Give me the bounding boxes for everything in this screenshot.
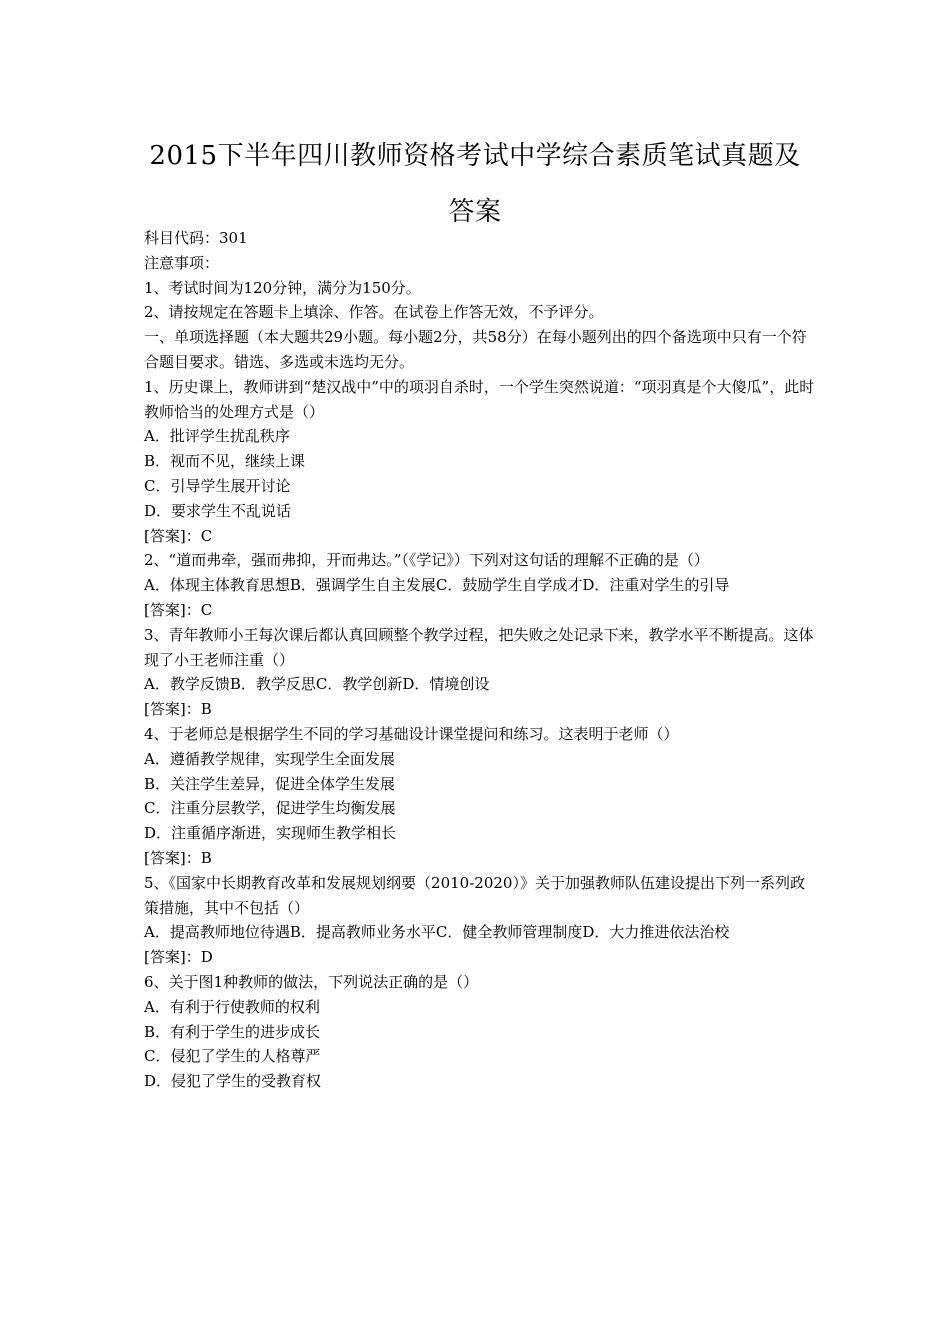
document-line: [答案]：B <box>144 700 212 719</box>
document-line: 2、“道而弗牵，强而弗抑，开而弗达。”（《学记》）下列对这句话的理解不正确的是（） <box>144 551 709 570</box>
document-line: B．有利于学生的进步成长 <box>144 1022 321 1041</box>
document-line: 4、于老师总是根据学生不同的学习基础设计课堂提问和练习。这表明于老师（） <box>144 724 679 743</box>
document-line: A．提高教师地位待遇B．提高教师业务水平C．健全教师管理制度D．大力推进依法治校 <box>144 923 730 942</box>
document-line: D．要求学生不乱说话 <box>144 501 292 520</box>
document-line: 3、青年教师小王每次课后都认真回顾整个教学过程，把失败之处记录下来，教学水平不断提高。这体现了小王老师注重（） <box>144 625 814 669</box>
document-line: A．体现主体教育思想B．强调学生自主发展C．鼓励学生自学成才D．注重对学生的引导 <box>144 576 730 595</box>
document-line: 1、考试时间为120分钟，满分为150分。 <box>144 278 421 297</box>
document-line: [答案]：C <box>144 600 213 619</box>
document-line: 1、历史课上，教师讲到“楚汉战中”中的项羽自杀时，一个学生突然说道：“项羽真是个大傻瓜”，此时教师恰当的处理方式是（） <box>144 377 815 421</box>
document-line: [答案]：C <box>144 526 213 545</box>
document-line: [答案]：D <box>144 948 213 967</box>
document-line: 科目代码：301 <box>144 229 248 247</box>
document-body <box>144 226 816 1094</box>
document-line: A．教学反馈B．教学反思C．教学创新D．情境创设 <box>144 675 490 694</box>
document-line: 一、单项选择题（本大题共29小题。每小题2分，共58分）在每小题列出的四个备选项中只有一个符合题目要求。错选、多选或未选均无分。 <box>144 328 807 371</box>
document-line: A．遵循教学规律，实现学生全面发展 <box>144 749 395 768</box>
document-line: B．视而不见，继续上课 <box>144 452 306 471</box>
document-line: D．注重循序渐进，实现师生教学相长 <box>144 824 397 843</box>
document-line: A．批评学生扰乱秩序 <box>144 427 290 446</box>
document-line: 2、请按规定在答题卡上填涂、作答。在试卷上作答无效，不予评分。 <box>144 303 604 322</box>
document-line: B．关注学生差异，促进全体学生发展 <box>144 774 396 793</box>
document-line: A．有利于行使教师的权利 <box>144 997 320 1016</box>
document-line: 5、《国家中长期教育改革和发展规划纲要（2010-2020）》关于加强教师队伍建设提出下列一系列政策措施，其中不包括（） <box>144 873 805 917</box>
document-line: C．侵犯了学生的人格尊严 <box>144 1047 321 1066</box>
document-title: 2015下半年四川教师资格考试中学综合素质笔试真题及答案 <box>149 141 801 227</box>
document-line: 注意事项： <box>144 253 220 272</box>
document-line: C．注重分层教学，促进学生均衡发展 <box>144 799 396 818</box>
document-line: D．侵犯了学生的受教育权 <box>144 1072 322 1091</box>
document-line: C．引导学生展开讨论 <box>144 476 291 495</box>
document-line: [答案]：B <box>144 848 212 867</box>
document-line: 6、关于图1种教师的做法，下列说法正确的是（） <box>144 972 479 991</box>
